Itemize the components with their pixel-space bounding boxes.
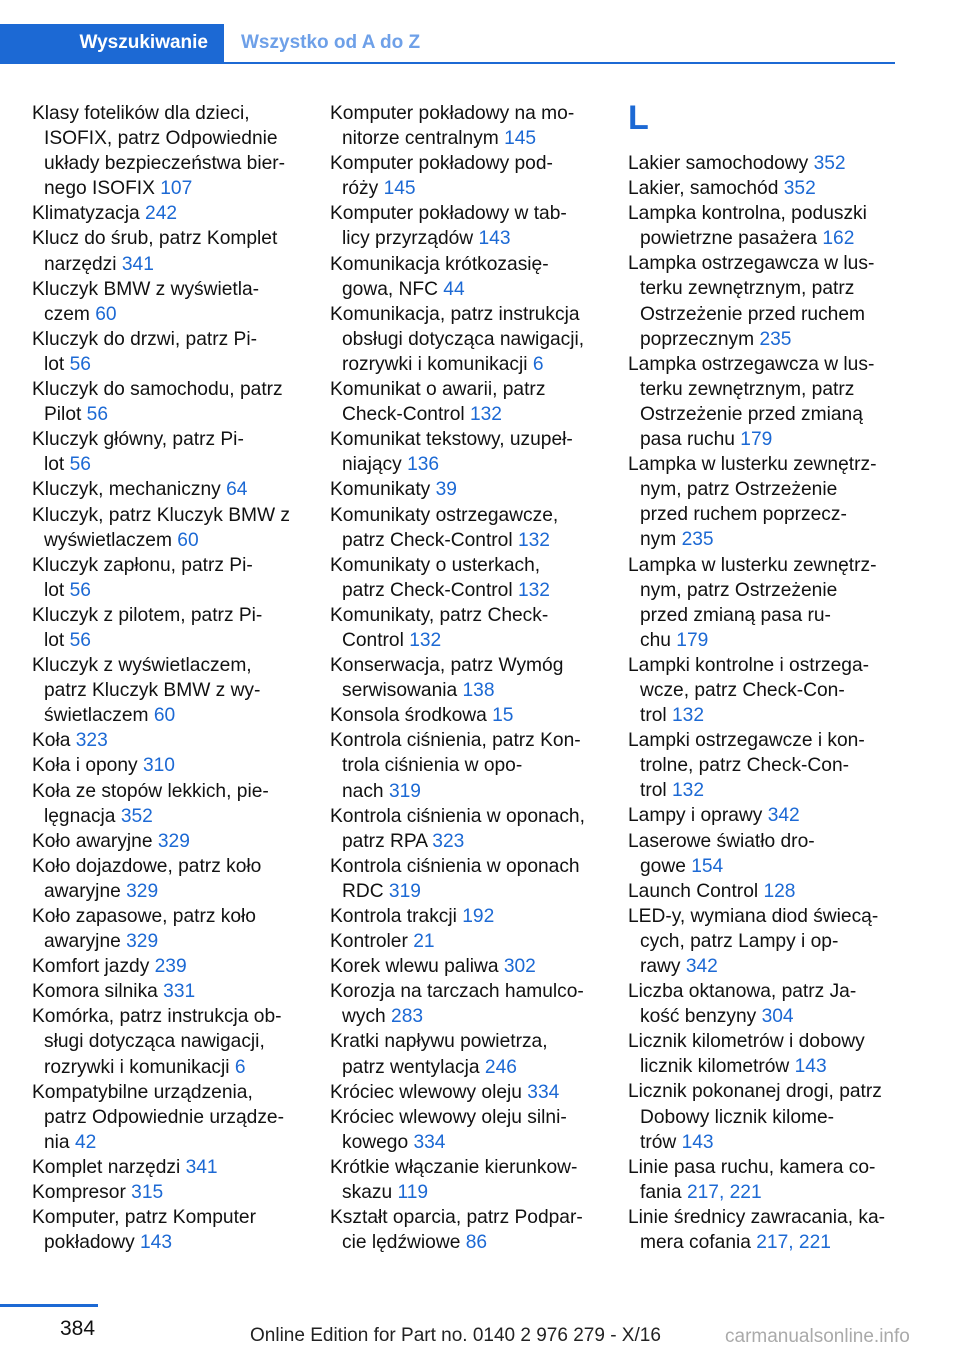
index-entry-text: Komunikacja, patrz instrukcja obsługi dotycząca nawigacji, rozrywki i komunikacji <box>330 303 585 375</box>
index-entry-text: Komputer pokładowy na mo‐ nitorze centralnym <box>330 103 575 150</box>
index-entry-text: Lampka w lusterku zewnętrz‐ nym, patrz Ostrzeżenie przed zmianą pasa ru‐ chu <box>628 554 877 651</box>
index-entry-text: Korozja na tarczach hamulco‐ wych <box>330 981 584 1028</box>
index-entry-text: Komunikacja krótkozasię‐ gowa, NFC <box>330 253 549 300</box>
page-link[interactable]: 319 <box>388 880 421 902</box>
index-entry-text: Korek wlewu paliwa <box>330 956 504 978</box>
page-link[interactable]: 64 <box>226 479 248 501</box>
index-entry-text: Kratki napływu powietrza, patrz wentylacja <box>330 1031 548 1078</box>
index-entry <box>330 377 602 427</box>
index-entry <box>32 1155 304 1180</box>
index-entry <box>628 452 900 552</box>
page-link[interactable]: 235 <box>681 529 714 551</box>
index-entry-text: Kluczyk BMW z wyświetla‐ czem <box>32 278 260 325</box>
index-entry-text: Lakier samochodowy <box>628 153 814 174</box>
index-entry <box>32 779 304 829</box>
index-entry <box>628 728 900 803</box>
index-entry <box>32 603 304 653</box>
page-link[interactable]: 42 <box>74 1131 97 1153</box>
index-entry-text: Komplet narzędzi <box>32 1156 186 1178</box>
index-entry <box>628 879 900 904</box>
page-link[interactable]: 56 <box>86 404 109 426</box>
index-entry-text: Licznik pokonanej drogi, patrz Dobowy licznik kilome‐ trów <box>628 1081 882 1153</box>
index-entry <box>628 979 900 1029</box>
page-link[interactable]: 132 <box>517 529 550 551</box>
page-link[interactable]: 246 <box>484 1056 517 1078</box>
page-link[interactable]: 310 <box>142 755 175 777</box>
page-number: 384 <box>60 1317 96 1340</box>
page-link[interactable]: 242 <box>145 203 178 225</box>
page-link[interactable]: 136 <box>407 454 440 476</box>
index-entry <box>628 151 900 176</box>
page-link[interactable]: 154 <box>691 855 724 877</box>
page-link[interactable]: 6 <box>532 353 544 375</box>
page-link[interactable]: 143 <box>140 1232 173 1254</box>
page-link[interactable]: 15 <box>492 705 514 727</box>
page-link[interactable]: 39 <box>435 479 457 501</box>
page-link[interactable]: 217, 221 <box>686 1181 762 1203</box>
index-entry-text: Komunikat o awarii, patrz Check-Control <box>330 379 546 426</box>
page-link[interactable]: 60 <box>95 303 117 325</box>
index-entry <box>628 653 900 728</box>
index-entry-text: Komputer pokładowy w tab‐ licy przyrządów <box>330 203 567 250</box>
index-entry-text: Komunikaty <box>330 479 436 501</box>
page-link[interactable]: 132 <box>409 629 442 651</box>
tab-search[interactable]: Wyszukiwanie <box>0 24 224 62</box>
index-entry <box>32 503 304 553</box>
index-entry <box>330 302 602 377</box>
page-link[interactable]: 60 <box>177 529 199 551</box>
page-link[interactable]: 331 <box>163 981 196 1003</box>
page-link[interactable]: 132 <box>672 780 705 802</box>
index-entry <box>330 1155 602 1205</box>
index-entry-text: Komora silnika <box>32 981 164 1003</box>
index-entry <box>32 1080 304 1155</box>
page-link[interactable]: 143 <box>478 228 511 250</box>
index-entry <box>32 477 304 502</box>
index-entry <box>32 427 304 477</box>
index-entry <box>32 377 304 427</box>
page-link[interactable]: 145 <box>383 178 416 200</box>
index-entry <box>330 1105 602 1155</box>
index-entry <box>330 804 602 854</box>
page-link[interactable]: 235 <box>759 328 792 350</box>
index-entry <box>32 979 304 1004</box>
index-entry <box>32 101 304 201</box>
page-link[interactable]: 107 <box>160 178 193 200</box>
index-entry-text: Kontrola ciśnienia w oponach, patrz RPA <box>330 805 585 852</box>
index-entry-text: Koła ze stopów lekkich, pie‐ lęgnacja <box>32 780 269 827</box>
page-link[interactable]: 341 <box>185 1156 218 1178</box>
index-entry <box>32 201 304 226</box>
index-entry <box>32 904 304 954</box>
index-entry-text: Komunikaty o usterkach, patrz Check-Control <box>330 554 541 601</box>
index-entry-text: Króciec wlewowy oleju <box>330 1081 528 1103</box>
index-entry-text: Konsola środkowa <box>330 705 493 727</box>
page-link[interactable]: 56 <box>69 579 91 601</box>
page-link[interactable]: 334 <box>413 1131 446 1153</box>
page-link[interactable]: 143 <box>794 1056 827 1078</box>
page-link[interactable]: 132 <box>672 705 705 727</box>
index-entry-text: Laserowe światło dro‐ gowe <box>628 830 815 877</box>
index-entry <box>330 603 602 653</box>
page-link[interactable]: 44 <box>443 278 465 300</box>
page-link[interactable]: 179 <box>740 429 773 451</box>
index-entry-text: Komunikaty ostrzegawcze, patrz Check-Control <box>330 504 559 551</box>
index-entry-text: Kluczyk z pilotem, patrz Pi‐ lot <box>32 604 263 651</box>
index-entry <box>628 553 900 653</box>
index-entry-text: Komórka, patrz instrukcja ob‐ sługi dotycząca nawigacji, rozrywki i komunikacji <box>32 1006 282 1078</box>
page-link[interactable]: 352 <box>813 153 846 174</box>
page-link[interactable]: 302 <box>503 956 536 978</box>
page-link[interactable]: 283 <box>391 1006 424 1028</box>
page-link[interactable]: 342 <box>685 956 718 977</box>
index-entry <box>32 553 304 603</box>
index-entry <box>32 653 304 728</box>
index-entry <box>330 728 602 803</box>
index-entry <box>330 979 602 1029</box>
index-entry <box>330 553 602 603</box>
index-entry-text: Kształt oparcia, patrz Podpar‐ cie lędźwiowe <box>330 1207 583 1254</box>
watermark: carmanualsonline.info <box>725 1326 910 1347</box>
page-link[interactable]: 143 <box>681 1131 714 1153</box>
page-link[interactable]: 132 <box>469 404 502 426</box>
index-entry-text: Lampka ostrzegawcza w lus‐ terku zewnętrznym, patrz Ostrzeżenie przed zmianą pasa ruchu <box>628 353 875 451</box>
index-entry-text: Kluczyk do drzwi, patrz Pi‐ lot <box>32 328 257 375</box>
page-link[interactable]: 342 <box>767 805 800 827</box>
page-link[interactable]: 341 <box>121 253 154 275</box>
index-entry-text: Lampka kontrolna, poduszki powietrzne pasażera <box>628 203 867 250</box>
index-entry-text: Komunikat tekstowy, uzupeł‐ niający <box>330 429 573 476</box>
page-link[interactable]: 179 <box>676 629 709 651</box>
index-entry-text: Koło awaryjne <box>32 830 158 852</box>
page-link[interactable]: 145 <box>504 128 537 150</box>
index-entry-text: LED-y, wymiana diod świecą‐ cych, patrz Lampy i op‐ rawy <box>628 905 879 977</box>
page-link[interactable]: 315 <box>131 1182 164 1204</box>
page-link[interactable]: 128 <box>763 880 796 902</box>
tab-a-to-z[interactable]: Wszystko od A do Z <box>241 32 421 53</box>
index-entry <box>330 904 602 929</box>
index-entry-text: Licznik kilometrów i dobowy licznik kilometrów <box>628 1031 865 1078</box>
index-entry-text: Koło zapasowe, patrz koło awaryjne <box>32 906 256 953</box>
index-entry <box>628 251 900 351</box>
index-entry-text: Lakier, samochód <box>628 178 784 200</box>
index-entry-text: Klimatyzacja <box>32 203 146 225</box>
page-link[interactable]: 217, 221 <box>756 1232 831 1254</box>
index-entry <box>32 277 304 327</box>
index-entry-text: Lampki kontrolne i ostrzega‐ wcze, patrz Check-Con‐ trol <box>628 654 870 727</box>
index-entry <box>330 929 602 954</box>
page-link[interactable]: 352 <box>120 805 153 827</box>
page-link[interactable]: 329 <box>126 931 159 953</box>
index-column-1 <box>32 101 304 1255</box>
page-link[interactable]: 329 <box>126 880 159 902</box>
index-entry-text: Komfort jazdy <box>32 956 155 978</box>
index-entry <box>32 327 304 377</box>
index-entry <box>330 1205 602 1255</box>
index-entry <box>32 226 304 276</box>
index-entry-text: Kontrola ciśnienia w oponach RDC <box>330 855 580 902</box>
index-entry <box>330 101 602 151</box>
index-entry-text: Komunikaty, patrz Check- Control <box>330 604 549 651</box>
index-entry <box>628 1155 900 1205</box>
index-entry <box>330 854 602 904</box>
index-entry-text: Kontroler <box>330 931 414 953</box>
index-entry <box>330 1029 602 1079</box>
index-entry-text: Klucz do śrub, patrz Komplet narzędzi <box>32 228 278 275</box>
index-entry-text: Króciec wlewowy oleju silni‐ kowego <box>330 1106 567 1153</box>
index-entry-text: Kluczyk zapłonu, patrz Pi‐ lot <box>32 554 253 601</box>
index-entry-text: Lampy i oprawy <box>628 805 768 827</box>
index-entry <box>628 803 900 828</box>
page-link[interactable]: 352 <box>783 178 816 200</box>
index-entry-text: Lampka w lusterku zewnętrz‐ nym, patrz Ostrzeżenie przed ruchem poprzecz‐ nym <box>628 454 877 551</box>
index-entry-text: Konserwacja, patrz Wymóg serwisowania <box>330 655 564 702</box>
index-entry <box>330 653 602 703</box>
page-link[interactable]: 334 <box>527 1081 560 1103</box>
index-entry <box>628 201 900 251</box>
index-entry-text: Linie średnicy zawracania, ka‐ mera cofania <box>628 1206 886 1254</box>
index-entry <box>32 854 304 904</box>
page-link[interactable]: 162 <box>822 228 855 250</box>
index-entry-text: Kontrola trakcji <box>330 906 463 927</box>
index-entry-text: Kluczyk, mechaniczny <box>32 479 227 501</box>
index-entry-text: Kluczyk z wyświetlaczem, patrz Kluczyk BMW z wy‐ świetlaczem <box>32 655 261 727</box>
index-entry <box>32 954 304 979</box>
index-entry-text: Komputer, patrz Komputer pokładowy <box>32 1207 256 1254</box>
footer-rule <box>0 1304 98 1307</box>
index-entry-text: Lampka ostrzegawcza w lus‐ terku zewnętrznym, patrz Ostrzeżenie przed ruchem poprzecznym <box>628 253 875 350</box>
header-tabs <box>0 24 895 64</box>
index-entry <box>32 728 304 753</box>
page-link[interactable]: 119 <box>397 1182 429 1204</box>
index-entry <box>628 829 900 879</box>
index-entry-text: Komputer pokładowy pod‐ róży <box>330 153 553 200</box>
index-entry <box>32 1004 304 1079</box>
index-entry <box>330 427 602 477</box>
page-link[interactable]: 6 <box>234 1056 246 1078</box>
index-entry-text: Koła i opony <box>32 755 143 777</box>
index-entry <box>628 1029 900 1079</box>
index-entry-text: Kluczyk, patrz Kluczyk BMW z wyświetlaczem <box>32 504 291 551</box>
page-link[interactable]: 56 <box>69 454 91 476</box>
page-link[interactable]: 319 <box>388 780 421 802</box>
index-entry <box>628 352 900 452</box>
index-entry-text: Kontrola ciśnienia, patrz Kon‐ trola ciśnienia w opo‐ nach <box>330 730 581 802</box>
page-link[interactable]: 132 <box>517 579 550 601</box>
index-entry <box>628 904 900 979</box>
page-link[interactable]: 56 <box>69 353 91 375</box>
index-entry <box>330 1080 602 1105</box>
page-link[interactable]: 86 <box>465 1232 488 1254</box>
index-entry <box>32 829 304 854</box>
index-entry <box>330 503 602 553</box>
page-link[interactable]: 138 <box>462 680 495 702</box>
edition-text: Online Edition for Part no. 0140 2 976 279 - X/16 <box>250 1325 661 1346</box>
index-entry <box>628 176 900 201</box>
index-column-3 <box>628 101 900 1255</box>
index-entry <box>32 1180 304 1205</box>
index-entry <box>330 703 602 728</box>
index-entry-text: Koło dojazdowe, patrz koło awaryjne <box>32 855 262 902</box>
index-entry-text: Kompresor <box>32 1182 132 1204</box>
index-entry-text: Liczba oktanowa, patrz Ja‐ kość benzyny <box>628 981 857 1028</box>
index-entry-text: Kompatybilne urządzenia, patrz Odpowiednie urządze‐ nia <box>32 1081 284 1153</box>
index-entry <box>330 477 602 502</box>
index-entry-text: Kluczyk do samochodu, patrz Pilot <box>32 379 283 426</box>
index-entry <box>628 1205 900 1255</box>
index-entry <box>330 201 602 251</box>
index-entry-text: Klasy fotelików dla dzieci, ISOFIX, patrz Odpowiednie układy bezpieczeństwa bier‐ nego ISOFIX <box>32 103 286 200</box>
index-entry-text: Linie pasa ruchu, kamera co‐ fania <box>628 1156 876 1203</box>
section-letter: L <box>628 99 649 137</box>
index-entry-text: Koła <box>32 730 76 752</box>
index-entry <box>32 753 304 778</box>
page-link[interactable]: 304 <box>761 1006 794 1028</box>
index-entry-text: Kluczyk główny, patrz Pi‐ lot <box>32 429 244 476</box>
index-entry <box>330 252 602 302</box>
index-entry <box>330 954 602 979</box>
page-link[interactable]: 21 <box>413 931 435 953</box>
index-entry-text: Lampki ostrzegawcze i kon‐ trolne, patrz Check-Con‐ trol <box>628 730 865 802</box>
page-link[interactable]: 60 <box>153 705 176 727</box>
page-link[interactable]: 329 <box>157 830 190 852</box>
index-entry <box>330 151 602 201</box>
page-link[interactable]: 56 <box>69 629 91 651</box>
index-entry <box>32 1205 304 1255</box>
index-entry-text: Krótkie włączanie kierunkow‐ skazu <box>330 1156 578 1204</box>
index-entry <box>628 1079 900 1154</box>
index-column-2 <box>330 101 602 1255</box>
page-link[interactable]: 323 <box>432 830 465 852</box>
page-link[interactable]: 192 <box>462 906 495 927</box>
page-link[interactable]: 239 <box>154 956 187 978</box>
page-link[interactable]: 323 <box>75 730 108 752</box>
index-entry-text: Launch Control <box>628 880 764 902</box>
